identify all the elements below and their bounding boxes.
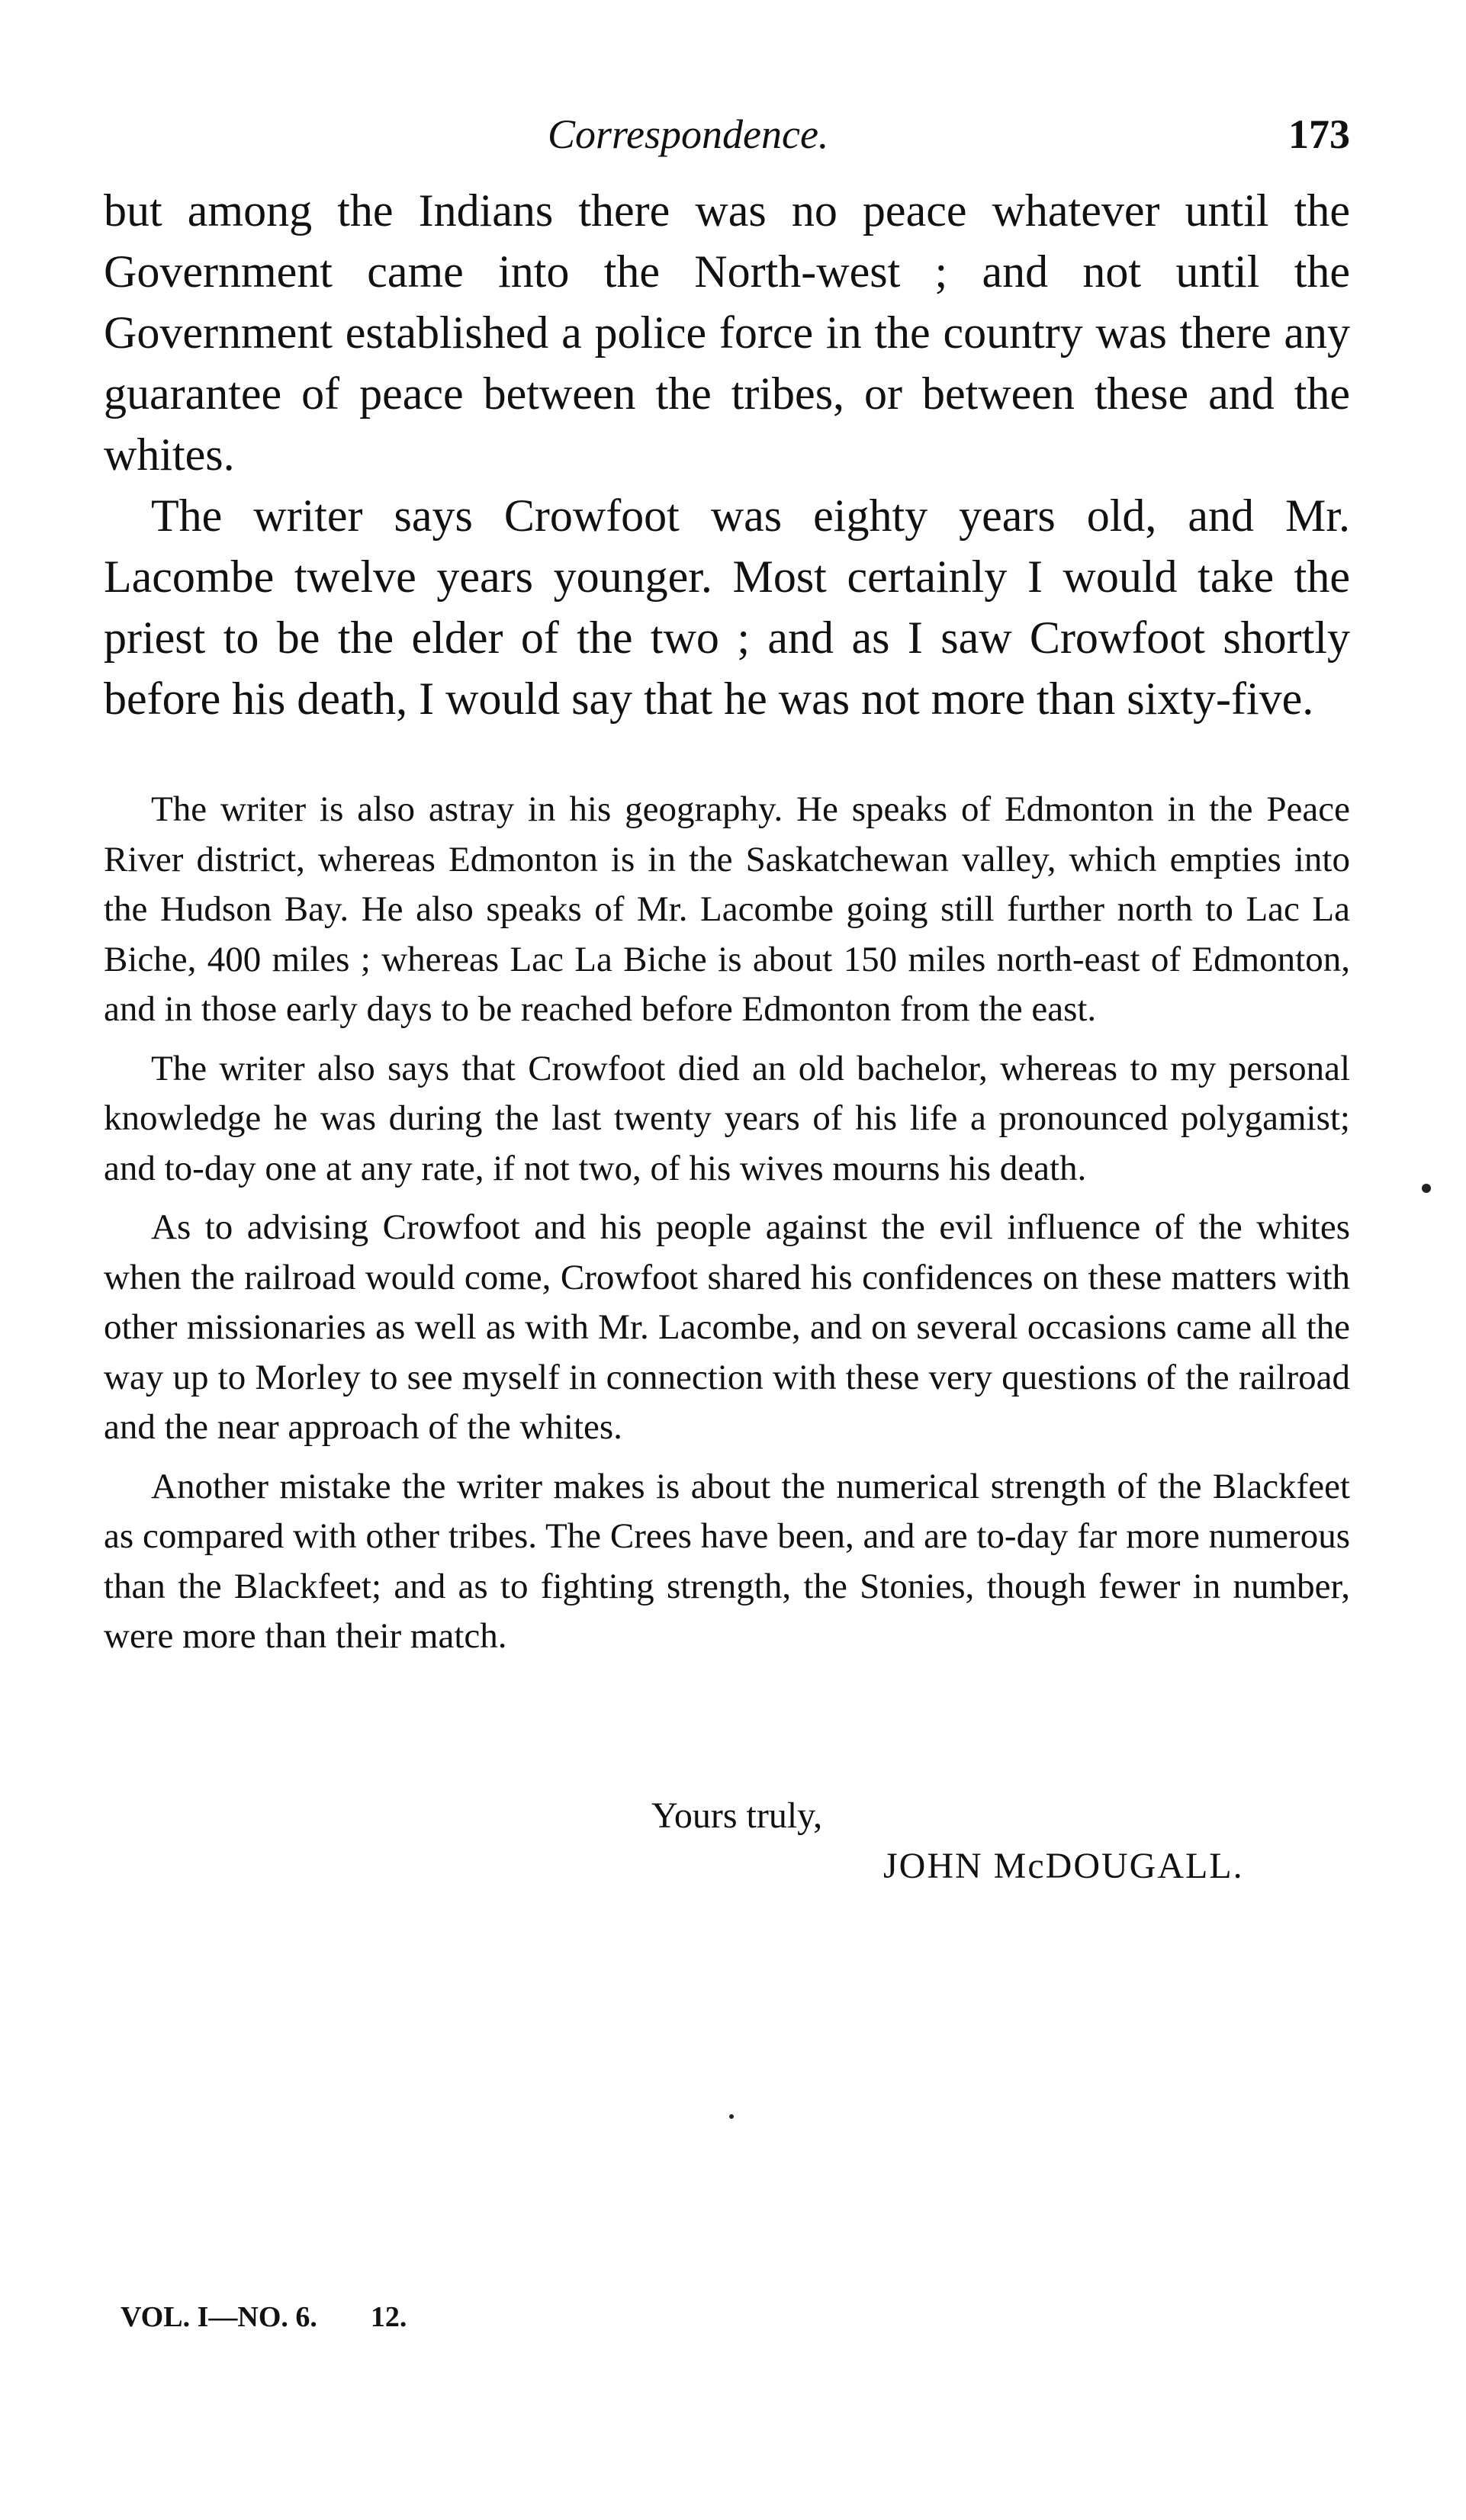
paragraph: The writer is also astray in his geography. He speaks of Edmonton in the Peace River district, whereas Edmonton is in the Saskatchewan valley, which empties into the Hudson Bay. He also speaks of Mr. Lacombe going still further north to Lac La Biche, 400 miles ; whereas Lac La Biche is about 150 miles north-east of Edmonton, and in those early days to be reached before Edmonton from the east. xyxy=(104,789,1350,1029)
body-text-small xyxy=(104,785,1350,1671)
margin-speck xyxy=(1422,1184,1431,1193)
volume-number: VOL. I—NO. 6. xyxy=(121,2301,317,2333)
paragraph: The writer also says that Crowfoot died an old bachelor, whereas to my personal knowledge he was during the last twenty years of his life a pronounced polygamist; and to-day one at any rate, if not two, of his wives mourns his death. xyxy=(104,1048,1350,1188)
signature-mark: 12. xyxy=(370,2301,407,2333)
paragraph: As to advising Crowfoot and his people against the evil influence of the whites when the railroad would come, Crowfoot shared his confidences on these matters with other missionaries as well as with Mr. Lacombe, and on several occasions came all the way up to Morley to see myself in connection with these very questions of the railroad and the near approach of the whites. xyxy=(104,1207,1350,1447)
author-signature: JOHN McDOUGALL. xyxy=(883,1846,1244,1886)
paragraph: Another mistake the writer makes is about the numerical strength of the Blackfeet as compared with other tribes. The Crees have been, and are to-day far more numerous than the Blackfeet; and as to fighting strength, the Stonies, though fewer in number, were more than their match. xyxy=(104,1466,1350,1656)
running-head-title: Correspondence. xyxy=(548,111,829,157)
footer xyxy=(121,2294,407,2340)
paragraph: The writer says Crowfoot was eighty years old, and Mr. Lacombe twelve years younger. Most certainly I would take the priest to be the elder of the two ; and as I saw Crowfoot shortly before his death, I would say that he was not more than sixty-five. xyxy=(104,490,1350,724)
page-speck xyxy=(729,2114,734,2119)
sign-off: Yours truly, xyxy=(651,1795,823,1836)
body-text-large xyxy=(104,180,1350,729)
paragraph: but among the Indians there was no peace whatever until the Government came into the North-west ; and not until the Government established a police force in the country was there any guarantee of peace between the tribes, or between these and the whites. xyxy=(104,185,1350,480)
page-number: 173 xyxy=(1288,111,1350,157)
